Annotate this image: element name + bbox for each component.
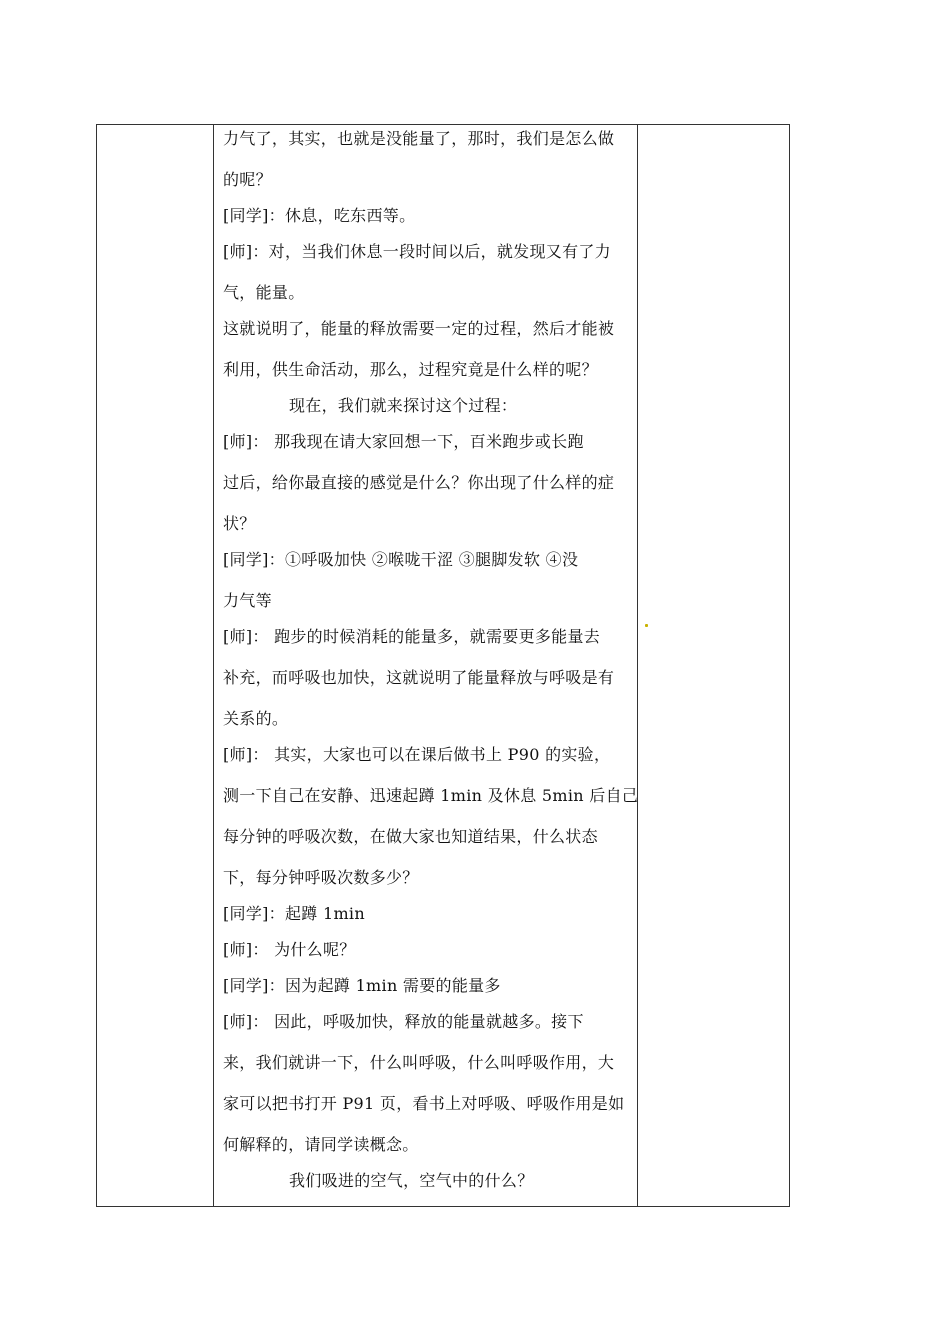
text-line-27: 何解释的，请同学读概念。 (223, 1135, 419, 1154)
text-line-15: 补充，而呼吸也加快，这就说明了能量释放与呼吸是有 (223, 668, 615, 687)
text-line-20: 下，每分钟呼吸次数多少？ (223, 868, 419, 887)
text-line-16: 关系的。 (223, 709, 289, 728)
text-line-2: 的呢？ (223, 170, 272, 189)
text-line-4: [师]：对，当我们休息一段时间以后，就发现又有了力 (223, 242, 611, 261)
text-line-10: 过后，给你最直接的感觉是什么？你出现了什么样的症 (223, 473, 615, 492)
text-line-26: 家可以把书打开 P91 页，看书上对呼吸、呼吸作用是如 (223, 1094, 625, 1113)
text-line-7: 利用，供生命活动，那么，过程究竟是什么样的呢？ (223, 360, 598, 379)
lesson-table (96, 124, 790, 1207)
text-line-21: [同学]：起蹲 1min (223, 904, 365, 923)
text-line-19: 每分钟的呼吸次数，在做大家也知道结果，什么状态 (223, 827, 598, 846)
text-line-23: [同学]：因为起蹲 1min 需要的能量多 (223, 976, 501, 995)
text-line-3: [同学]：休息，吃东西等。 (223, 206, 416, 225)
text-line-17: [师]： 其实，大家也可以在课后做书上 P90 的实验， (223, 745, 611, 764)
text-line-25: 来，我们就讲一下，什么叫呼吸，什么叫呼吸作用，大 (223, 1053, 615, 1072)
text-line-5: 气，能量。 (223, 283, 305, 302)
text-line-8: 现在，我们就来探讨这个过程： (289, 396, 518, 415)
text-line-24: [师]： 因此，呼吸加快，释放的能量就越多。接下 (223, 1012, 584, 1031)
column-divider-left (213, 125, 214, 1206)
text-line-1: 力气了，其实，也就是没能量了，那时，我们是怎么做 (223, 129, 615, 148)
column-divider-right (637, 125, 638, 1206)
text-line-13: 力气等 (223, 591, 272, 610)
text-line-28: 我们吸进的空气，空气中的什么？ (289, 1171, 534, 1190)
text-line-22: [师]： 为什么呢？ (223, 940, 356, 959)
stray-mark (645, 624, 648, 627)
text-line-18: 测一下自己在安静、迅速起蹲 1min 及休息 5min 后自己 (223, 786, 639, 805)
text-line-11: 状？ (223, 514, 256, 533)
text-line-9: [师]： 那我现在请大家回想一下，百米跑步或长跑 (223, 432, 584, 451)
text-line-14: [师]： 跑步的时候消耗的能量多，就需要更多能量去 (223, 627, 601, 646)
text-line-12: [同学]：①呼吸加快 ②喉咙干涩 ③腿脚发软 ④没 (223, 550, 579, 569)
text-line-6: 这就说明了，能量的释放需要一定的过程，然后才能被 (223, 319, 615, 338)
